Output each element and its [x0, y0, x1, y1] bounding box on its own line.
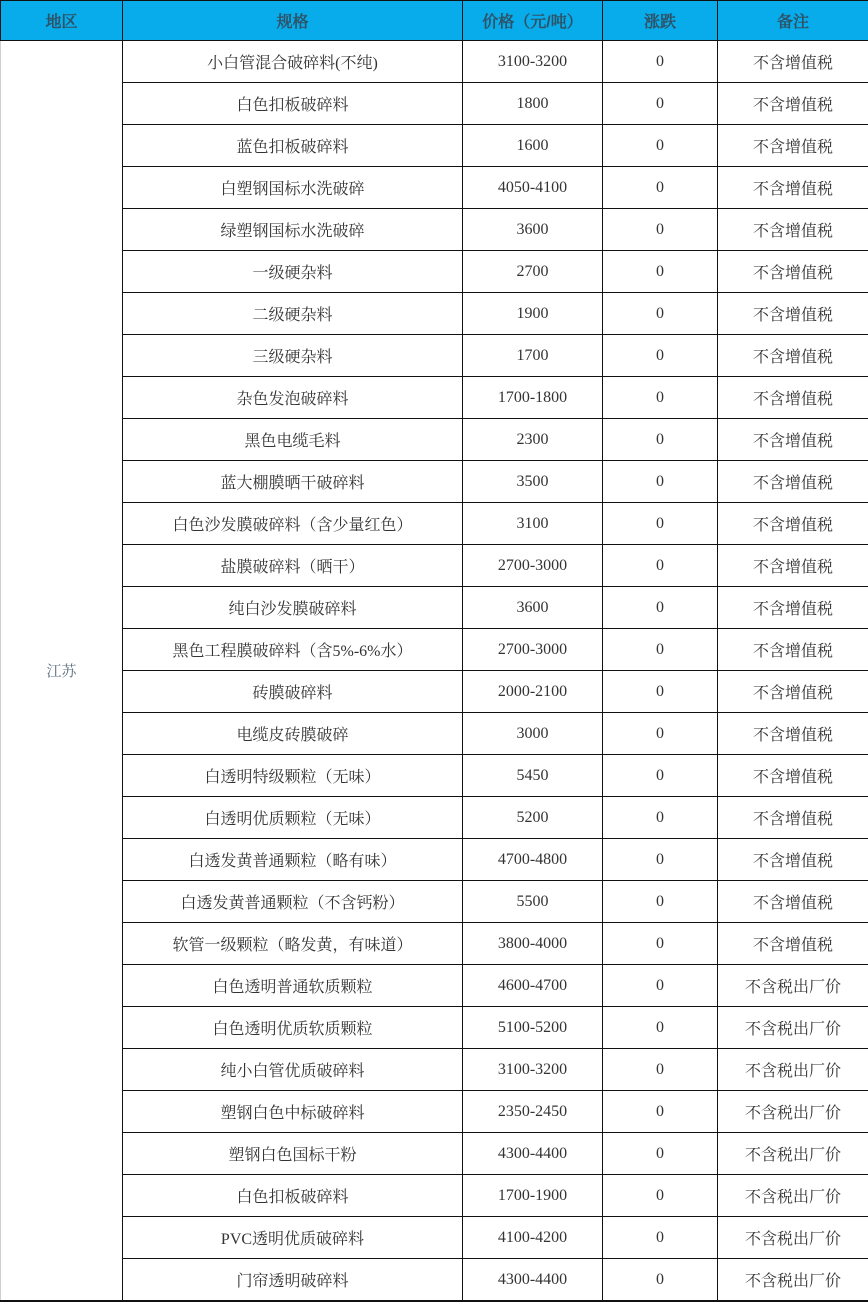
change-cell: 0: [603, 1259, 718, 1302]
price-cell: 3100-3200: [463, 1049, 603, 1091]
table-row: [1, 587, 868, 629]
price-cell: 3100-3200: [463, 41, 603, 83]
table-row: [1, 377, 868, 419]
note-cell: 不含增值税: [718, 545, 868, 587]
table-row: [1, 1049, 868, 1091]
spec-cell: 小白管混合破碎料(不纯): [123, 41, 463, 83]
note-cell: 不含增值税: [718, 839, 868, 881]
note-cell: 不含增值税: [718, 251, 868, 293]
change-cell: 0: [603, 923, 718, 965]
spec-cell: 白透明特级颗粒（无味）: [123, 755, 463, 797]
price-cell: 3600: [463, 209, 603, 251]
note-cell: 不含增值税: [718, 923, 868, 965]
price-cell: 3000: [463, 713, 603, 755]
table-row: [1, 167, 868, 209]
spec-cell: 盐膜破碎料（晒干）: [123, 545, 463, 587]
note-cell: 不含增值税: [718, 125, 868, 167]
change-cell: 0: [603, 377, 718, 419]
price-cell: 1800: [463, 83, 603, 125]
table-row: [1, 755, 868, 797]
change-cell: 0: [603, 1133, 718, 1175]
column-header-region: 地区: [1, 1, 123, 41]
price-cell: 1900: [463, 293, 603, 335]
spec-cell: 白色扣板破碎料: [123, 1175, 463, 1217]
table-row: [1, 881, 868, 923]
price-cell: 5200: [463, 797, 603, 839]
price-cell: 4050-4100: [463, 167, 603, 209]
spec-cell: 二级硬杂料: [123, 293, 463, 335]
price-cell: 4300-4400: [463, 1133, 603, 1175]
price-cell: 2700-3000: [463, 629, 603, 671]
spec-cell: 纯小白管优质破碎料: [123, 1049, 463, 1091]
change-cell: 0: [603, 1175, 718, 1217]
note-cell: 不含税出厂价: [718, 1133, 868, 1175]
change-cell: 0: [603, 167, 718, 209]
spec-cell: 门帘透明破碎料: [123, 1259, 463, 1302]
spec-cell: 三级硬杂料: [123, 335, 463, 377]
change-cell: 0: [603, 545, 718, 587]
note-cell: 不含增值税: [718, 419, 868, 461]
change-cell: 0: [603, 83, 718, 125]
spec-cell: 白色透明普通软质颗粒: [123, 965, 463, 1007]
note-cell: 不含税出厂价: [718, 1007, 868, 1049]
note-cell: 不含增值税: [718, 671, 868, 713]
note-cell: 不含增值税: [718, 629, 868, 671]
note-cell: 不含增值税: [718, 335, 868, 377]
table-row: [1, 461, 868, 503]
price-cell: 5100-5200: [463, 1007, 603, 1049]
price-cell: 3100: [463, 503, 603, 545]
note-cell: 不含税出厂价: [718, 1091, 868, 1133]
note-cell: 不含增值税: [718, 881, 868, 923]
price-table-body: [1, 41, 868, 1302]
spec-cell: 白透发黄普通颗粒（不含钙粉）: [123, 881, 463, 923]
note-cell: 不含税出厂价: [718, 1175, 868, 1217]
price-table-header: [1, 1, 868, 41]
spec-cell: 绿塑钢国标水洗破碎: [123, 209, 463, 251]
change-cell: 0: [603, 1217, 718, 1259]
change-cell: 0: [603, 251, 718, 293]
change-cell: 0: [603, 209, 718, 251]
table-row: [1, 545, 868, 587]
price-cell: 4100-4200: [463, 1217, 603, 1259]
spec-cell: 纯白沙发膜破碎料: [123, 587, 463, 629]
price-cell: 2300: [463, 419, 603, 461]
note-cell: 不含税出厂价: [718, 1217, 868, 1259]
note-cell: 不含增值税: [718, 713, 868, 755]
change-cell: 0: [603, 629, 718, 671]
note-cell: 不含税出厂价: [718, 1259, 868, 1302]
table-row: [1, 629, 868, 671]
table-row: [1, 671, 868, 713]
change-cell: 0: [603, 1091, 718, 1133]
spec-cell: 一级硬杂料: [123, 251, 463, 293]
table-row: [1, 125, 868, 167]
spec-cell: 白色透明优质软质颗粒: [123, 1007, 463, 1049]
change-cell: 0: [603, 881, 718, 923]
change-cell: 0: [603, 671, 718, 713]
spec-cell: 白透明优质颗粒（无味）: [123, 797, 463, 839]
table-row: [1, 1217, 868, 1259]
change-cell: 0: [603, 503, 718, 545]
table-row: [1, 41, 868, 83]
note-cell: 不含增值税: [718, 587, 868, 629]
change-cell: 0: [603, 965, 718, 1007]
spec-cell: 黑色工程膜破碎料（含5%-6%水）: [123, 629, 463, 671]
spec-cell: 黑色电缆毛料: [123, 419, 463, 461]
price-cell: 2000-2100: [463, 671, 603, 713]
table-row: [1, 1091, 868, 1133]
table-row: [1, 1175, 868, 1217]
table-row: [1, 1007, 868, 1049]
price-cell: 5450: [463, 755, 603, 797]
change-cell: 0: [603, 1007, 718, 1049]
table-row: [1, 839, 868, 881]
note-cell: 不含税出厂价: [718, 965, 868, 1007]
table-row: [1, 503, 868, 545]
note-cell: 不含税出厂价: [718, 1049, 868, 1091]
spec-cell: 白色扣板破碎料: [123, 83, 463, 125]
spec-cell: 杂色发泡破碎料: [123, 377, 463, 419]
table-row: [1, 923, 868, 965]
spec-cell: 砖膜破碎料: [123, 671, 463, 713]
price-cell: 2700-3000: [463, 545, 603, 587]
spec-cell: 蓝大棚膜晒干破碎料: [123, 461, 463, 503]
price-cell: 1700-1900: [463, 1175, 603, 1217]
note-cell: 不含增值税: [718, 41, 868, 83]
price-cell: 3500: [463, 461, 603, 503]
change-cell: 0: [603, 1049, 718, 1091]
column-header-note: 备注: [718, 1, 868, 41]
price-cell: 5500: [463, 881, 603, 923]
price-cell: 3800-4000: [463, 923, 603, 965]
region-cell: 江苏: [1, 41, 123, 1302]
price-cell: 2700: [463, 251, 603, 293]
spec-cell: 电缆皮砖膜破碎: [123, 713, 463, 755]
spec-cell: 白塑钢国标水洗破碎: [123, 167, 463, 209]
table-row: [1, 419, 868, 461]
table-row: [1, 251, 868, 293]
change-cell: 0: [603, 293, 718, 335]
price-cell: 2350-2450: [463, 1091, 603, 1133]
table-row: [1, 209, 868, 251]
note-cell: 不含增值税: [718, 797, 868, 839]
spec-cell: PVC透明优质破碎料: [123, 1217, 463, 1259]
note-cell: 不含增值税: [718, 209, 868, 251]
note-cell: 不含增值税: [718, 167, 868, 209]
note-cell: 不含增值税: [718, 755, 868, 797]
change-cell: 0: [603, 419, 718, 461]
price-cell: 4700-4800: [463, 839, 603, 881]
spec-cell: 白透发黄普通颗粒（略有味）: [123, 839, 463, 881]
note-cell: 不含增值税: [718, 293, 868, 335]
change-cell: 0: [603, 461, 718, 503]
table-row: [1, 797, 868, 839]
note-cell: 不含增值税: [718, 503, 868, 545]
table-row: [1, 335, 868, 377]
change-cell: 0: [603, 41, 718, 83]
change-cell: 0: [603, 125, 718, 167]
change-cell: 0: [603, 335, 718, 377]
column-header-spec: 规格: [123, 1, 463, 41]
change-cell: 0: [603, 755, 718, 797]
header-row: [1, 1, 868, 41]
change-cell: 0: [603, 587, 718, 629]
spec-cell: 软管一级颗粒（略发黄，有味道）: [123, 923, 463, 965]
note-cell: 不含增值税: [718, 377, 868, 419]
spec-cell: 塑钢白色国标干粉: [123, 1133, 463, 1175]
table-row: [1, 83, 868, 125]
spec-cell: 塑钢白色中标破碎料: [123, 1091, 463, 1133]
table-row: [1, 1133, 868, 1175]
spec-cell: 蓝色扣板破碎料: [123, 125, 463, 167]
note-cell: 不含增值税: [718, 461, 868, 503]
table-row: [1, 293, 868, 335]
price-cell: 1600: [463, 125, 603, 167]
table-row: [1, 1259, 868, 1302]
price-cell: 3600: [463, 587, 603, 629]
price-cell: 1700: [463, 335, 603, 377]
table-row: [1, 965, 868, 1007]
table-row: [1, 713, 868, 755]
spec-cell: 白色沙发膜破碎料（含少量红色）: [123, 503, 463, 545]
price-cell: 4600-4700: [463, 965, 603, 1007]
change-cell: 0: [603, 797, 718, 839]
price-cell: 4300-4400: [463, 1259, 603, 1302]
column-header-price: 价格（元/吨）: [463, 1, 603, 41]
column-header-change: 涨跌: [603, 1, 718, 41]
note-cell: 不含增值税: [718, 83, 868, 125]
price-cell: 1700-1800: [463, 377, 603, 419]
change-cell: 0: [603, 713, 718, 755]
change-cell: 0: [603, 839, 718, 881]
